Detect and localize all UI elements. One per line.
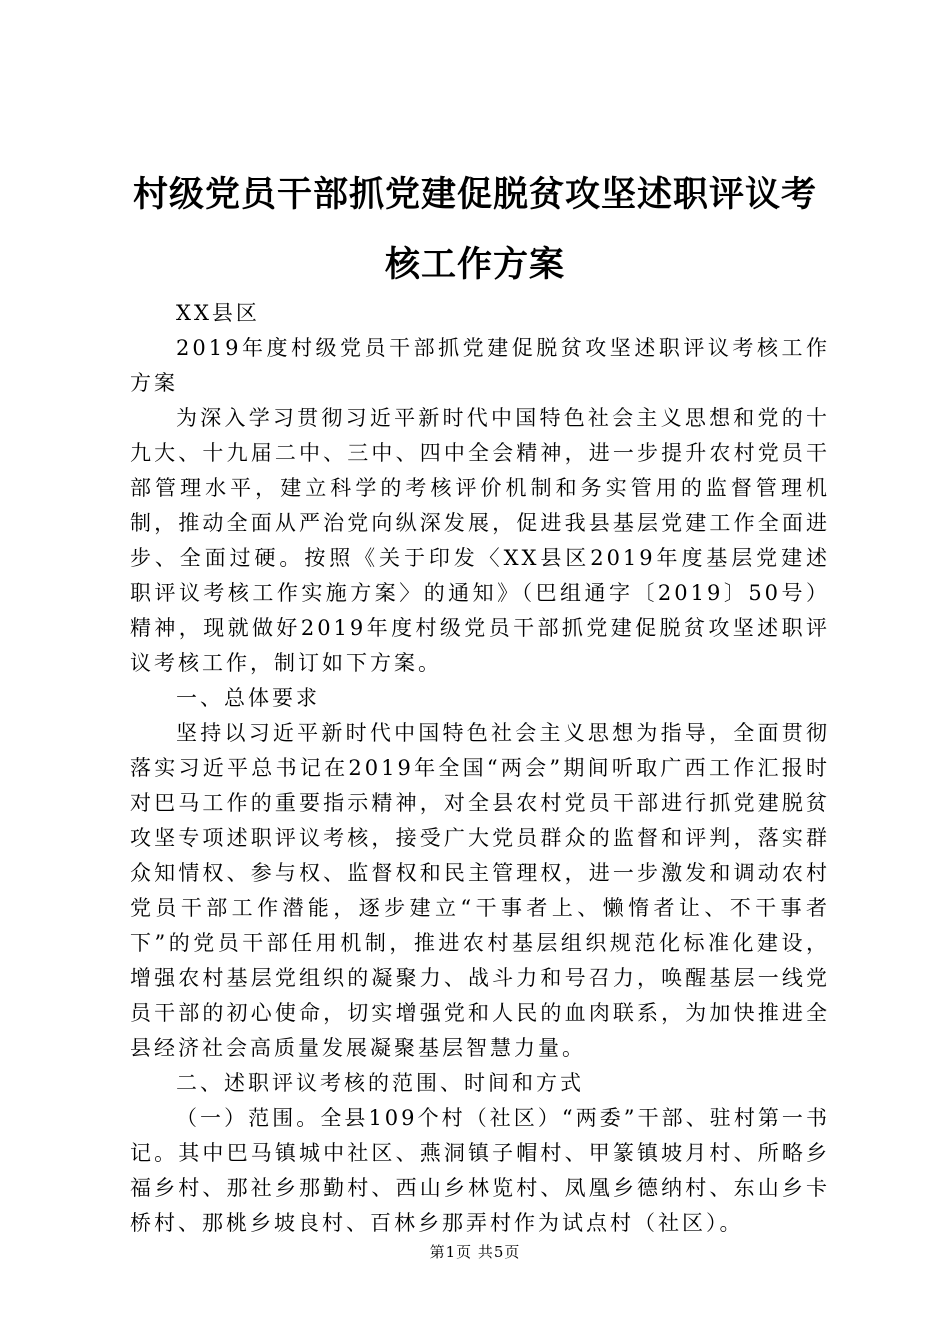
paragraph-subtitle: 2019年度村级党员干部抓党建促脱贫攻坚述职评议考核工作方案 — [130, 336, 830, 395]
document-title: 村级党员干部抓党建促脱贫攻坚述职评议考核工作方案 — [132, 175, 817, 285]
paragraph-county: XX县区 — [176, 301, 260, 325]
paragraph-scope: （一）范围。全县109个村（社区）“两委”干部、驻村第一书记。其中巴马镇城中社区、燕洞镇子帽村、甲篆镇坡月村、所略乡福乡村、那社乡那勤村、西山乡林览村、凤凰乡德纳村、东山乡卡桥村、那桃乡坡良村、百林乡那弄村作为试点村（社区）。 — [130, 1106, 830, 1235]
paragraph-general-requirements: 坚持以习近平新时代中国特色社会主义思想为指导，全面贯彻落实习近平总书记在2019年全国“两会”期间听取广西工作汇报时对巴马工作的重要指示精神，对全县农村党员干部进行抓党建脱贫攻坚专项述职评议考核，接受广大党员群众的监督和评判，落实群众知情权、参与权、监督权和民主管理权，进一步激发和调动农村党员干部工作潜能，逐步建立“干事者上、懒惰者让、不干事者下”的党员干部任用机制，推进农村基层组织规范化标准化建设，增强农村基层党组织的凝聚力、战斗力和号召力，唤醒基层一线党员干部的初心使命，切实增强党和人民的血肉联系，为加快推进全县经济社会高质量发展凝聚基层智慧力量。 — [130, 721, 830, 1060]
document-body — [130, 296, 830, 1241]
paragraph-intro: 为深入学习贯彻习近平新时代中国特色社会主义思想和党的十九大、十九届二中、三中、四中全会精神，进一步提升农村党员干部管理水平，建立科学的考核评价机制和务实管用的监督管理机制，推动全面从严治党向纵深发展，促进我县基层党建工作全面进步、全面过硬。按照《关于印发〈XX县区2019年度基层党建述职评议考核工作实施方案〉的通知》（巴组通字〔2019〕50号）精神，现就做好2019年度村级党员干部抓党建促脱贫攻坚述职评议考核工作，制订如下方案。 — [130, 406, 830, 675]
page-number-footer: 第1页 共5页 — [429, 1243, 521, 1261]
section-heading-general-requirements: 一、总体要求 — [176, 686, 320, 710]
section-heading-scope-time-method: 二、述职评议考核的范围、时间和方式 — [176, 1071, 584, 1095]
